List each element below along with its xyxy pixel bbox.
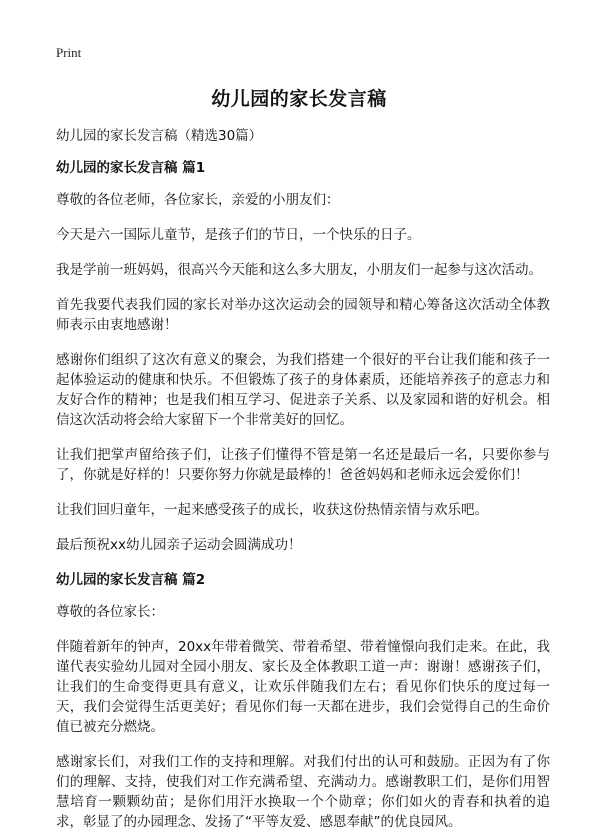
paragraph: 让我们回归童年，一起来感受孩子的成长，收获这份热情亲情与欢乐吧。 — [56, 502, 488, 518]
paragraph: 我是学前一班妈妈，很高兴今天能和这么多大朋友，小朋友们一起参与这次活动。 — [56, 262, 542, 278]
paragraph: 感谢家长们，对我们工作的支持和理解。对我们付出的认可和鼓励。正因为有了你们的理解、支持，使我们对工作充满希望、充满动力。感谢教职工们，是你们用智慧培育一颗颗幼苗；是你们用汗水换取一个个勋章；你们如火的青春和执着的追求，彰显了的办园理念、发扬了“平等友爱、感恩奉献”的优良园风。 — [56, 754, 550, 830]
section-2 — [56, 570, 550, 832]
paragraph: 尊敬的各位老师，各位家长，亲爱的小朋友们： — [56, 192, 340, 208]
paragraph: 感谢你们组织了这次有意义的聚会，为我们搭建一个很好的平台让我们能和孩子一起体验运动的健康和快乐。不但锻炼了孩子的身体素质，还能培养孩子的意志力和友好合作的精神；也是我们相互学习、促进亲子关系、以及家园和谐的好机会。相信这次活动将会给大家留下一个非常美好的回忆。 — [56, 352, 550, 428]
paragraph: 让我们把掌声留给孩子们，让孩子们懂得不管是第一名还是最后一名，只要你参与了，你就是好样的！只要你努力你就是最棒的！爸爸妈妈和老师永远会爱你们！ — [56, 447, 550, 483]
print-link[interactable]: Print — [56, 45, 82, 60]
paragraph: 尊敬的各位家长： — [56, 604, 164, 620]
paragraph: 首先我要代表我们园的家长对举办这次运动会的园领导和精心筹备这次活动全体教师表示由衷地感谢！ — [56, 297, 550, 333]
document-subtitle: 幼儿园的家长发言稿（精选30篇） — [56, 128, 263, 144]
paragraph: 伴随着新年的钟声，20xx年带着微笑、带着希望、带着憧憬向我们走来。在此，我谨代表实验幼儿园对全园小朋友、家长及全体教职工道一声：谢谢！感谢孩子们，让我们的生命变得更具有意义，让欢乐伴随我们左右；看见你们快乐的度过每一天，我们会觉得生活更美好；看见你们每一天都在进步，我们会觉得自己的生命价值已被充分燃烧。 — [56, 639, 550, 735]
section-1 — [56, 158, 550, 555]
paragraph: 最后预祝xx幼儿园亲子运动会圆满成功！ — [56, 537, 302, 553]
paragraph: 今天是六一国际儿童节，是孩子们的节日，一个快乐的日子。 — [56, 227, 421, 243]
section-heading: 幼儿园的家长发言稿 篇1 — [56, 160, 206, 176]
document-title: 幼儿园的家长发言稿 — [211, 88, 387, 110]
section-heading: 幼儿园的家长发言稿 篇2 — [56, 572, 206, 588]
